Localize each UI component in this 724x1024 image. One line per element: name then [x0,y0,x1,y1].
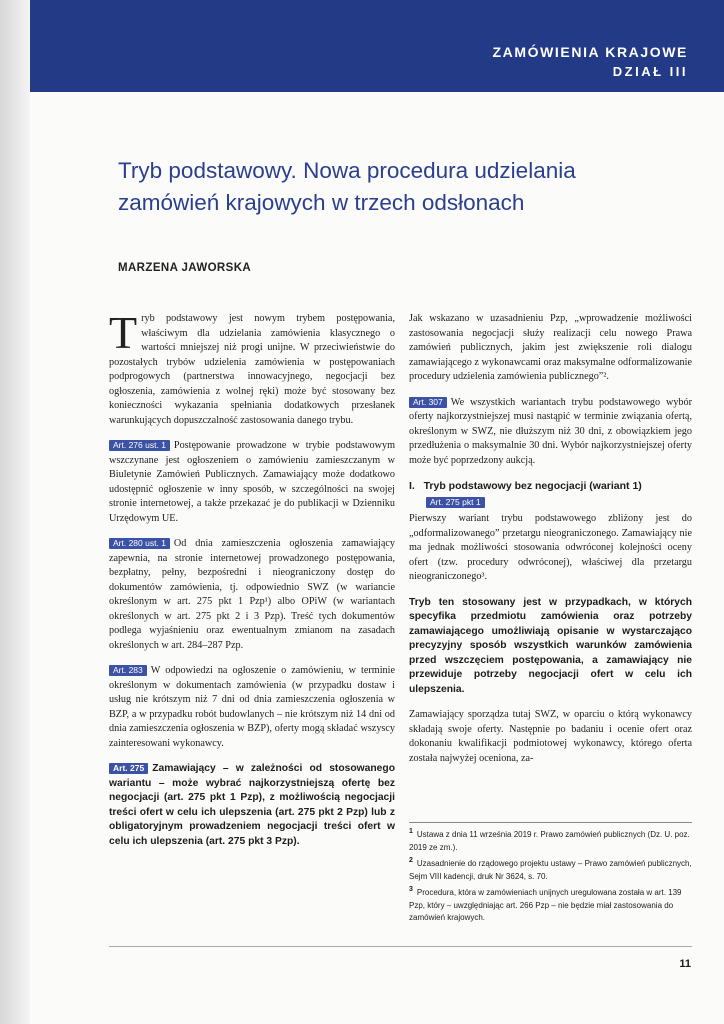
paragraph: Pierwszy wariant trybu podstawowego zbliżony jest do „odformalizowanego” przetargu nieograniczonego. Zamawiający nie ma jednak możliwości stosowania odwróconej kolejności oceny ofert (tzw. procedury odwróconej), właściwej dla przetargu nieograniczonego³. [409,513,692,582]
paragraph [109,664,395,751]
section-heading-badge-wrap [426,496,692,511]
section-title: ZAMÓWIENIA KRAJOWE [492,44,688,60]
footnote-number: 1 [409,828,413,836]
footnotes [409,822,692,929]
article-reference-badge: Art. 307 [409,397,447,408]
paragraph: Jak wskazano w uzasadnieniu Pzp, „wprowadzenie możliwości zastosowania negocjacji służy realizacji celu nowego Prawa zamówień publicznych, jakim jest zwiększenie roli dialogu zamawiającego z wykonawcami oraz maksymalne odformalizowanie procedury udzielenia zamówienia publicznego”². [409,313,692,382]
emphasis-paragraph [109,762,395,849]
page-number: 11 [679,958,691,970]
article-reference-badge: Art. 283 [109,665,147,676]
right-column [409,312,692,777]
footnote-number: 3 [409,886,413,894]
bottom-divider [109,946,692,947]
article-title: Tryb podstawowy. Nowa procedura udzielania zamówień krajowych w trzech odsłonach [118,158,576,215]
highlight-paragraph: Tryb ten stosowany jest w przypadkach, w których specyfika przedmiotu zamówienia oraz potrzeby zamawiającego umożliwiają opisanie w wystarczająco precyzyjny sposób wszystkich warunków zamówienia przed wszczęciem postępowania, a zamawiający nie przewiduje potrzeby negocjacji ofert w celu ich ulepszenia. [409,596,692,695]
article-reference-badge: Art. 280 ust. 1 [109,538,170,549]
page-gutter-shadow [0,0,30,1024]
division-label: DZIAŁ III [612,64,688,79]
drop-cap: T [109,307,138,358]
article-reference-badge: Art. 275 pkt 1 [426,497,485,508]
left-column [109,307,395,860]
article-author: MARZENA JAWORSKA [118,262,252,274]
footnote [409,858,692,883]
article-reference-badge: Art. 276 ust. 1 [109,440,170,451]
paragraph-text: We wszystkich wariantach trybu podstawowego wybór oferty najkorzystniejszej musi nastąpić w terminie związania ofertą, określonym w SWZ, nie dłuższym niż 30 dni, z obowiązkiem jego przedłużenia o maksymalnie 30 dni. Wybór najkorzystniejszej oferty może być poprzedzony aukcją. [409,396,692,466]
paragraph [409,396,692,469]
intro-paragraph [109,307,395,428]
paragraph: Zamawiający sporządza tutaj SWZ, w oparciu o którą wykonawcy składają swoje oferty. Następnie po badaniu i ocenie ofert oraz dokonaniu kwalifikacji podmiotowej wykonawcy, którego oferta została najwyżej oceniona, za- [409,709,692,764]
article-reference-badge: Art. 275 [109,763,148,774]
footnote-text: Ustawa z dnia 11 września 2019 r. Prawo zamówień publicznych (Dz. U. poz. 2019 ze zm.). [409,830,690,852]
paragraph-text: Postępowanie prowadzone w trybie podstawowym wszczynane jest ogłoszeniem o zamówieniu zamieszczanym w Biuletynie Zamówień Publicznych. Zamawiający może dodatkowo udostępnić ogłoszenie w inny sposób, w szczególności na swojej stronie internetowej, a także przekazać je do publikacji w Dzienniku Urzędowym UE. [109,440,395,524]
footnote [409,829,692,854]
paragraph-text: Zamawiający – w zależności od stosowanego wariantu – może wybrać najkorzystniejszą ofertę bez negocjacji (art. 275 pkt 1 Pzp), z możliwością negocjacji treści ofert w celu ich ulepszenia (art. 275 pkt 2 Pzp) lub z obligatoryjnym prowadzeniem negocjacji treści ofert w celu ich ulepszenia (art. 275 pkt 3 Pzp). [109,763,395,847]
footnote-number: 2 [409,857,413,865]
paragraph-text: W odpowiedzi na ogłoszenie o zamówieniu, w terminie określonym w dokumentach zamówienia (w przypadku dostaw i usług nie krótszym niż 7 dni od dnia zamieszczenia ogłoszenia w BZP, a w przypadku robót budowlanych – nie krótszym niż 14 dni od dnia zamieszczenia ogłoszenia w BZP), oferty mogą składać wszyscy zainteresowani wykonawcy. [109,665,395,749]
section-banner [30,0,724,92]
footnote-text: Procedura, która w zamówieniach unijnych uregulowana została w art. 139 Pzp, który – uwzględniając art. 266 Pzp – nie będzie miał zastosowania do zamówień krajowych. [409,888,682,922]
paragraph-text: Od dnia zamieszczenia ogłoszenia zamawiający zapewnia, na stronie internetowej prowadzonego postępowania, bezpłatny, pełny, bezpośredni i nieograniczony dostęp do dokumentów zamówienia, tj. odpowiednio SWZ (w wariancie określonym w art. 275 pkt 1 Pzp¹) albo OPiW (w wariantach określonych w art. 275 pkt 2 i 3 Pzp). Treść tych dokumentów podlega wyjaśnieniu oraz ewentualnym zmianom na zasadach określonych w art. 284–287 Pzp. [109,538,395,651]
paragraph [109,537,395,653]
footnote [409,887,692,925]
section-heading: I. Tryb podstawowy bez negocjacji (wariant 1) [409,480,642,492]
intro-text: ryb podstawowy jest nowym trybem postępowania, właściwym dla udzielania zamówienia klasycznego o wartości mniejszej niż progi unijne. W przeciwieństwie do pozostałych trybów udzielenia zamówienia w postępowaniach podprogowych (partnerstwa innowacyjnego, negocjacji bez ogłoszenia, zamówienia z wolnej ręki) może być stosowany bez konieczności wykazania spełniania dodatkowych przesłanek warunkujących dopuszczalność zastosowania danego trybu. [109,313,395,426]
paragraph [109,439,395,526]
footnote-text: Uzasadnienie do rządowego projektu ustawy – Prawo zamówień publicznych, Sejm VIII kadencji, druk Nr 3624, s. 70. [409,859,692,881]
